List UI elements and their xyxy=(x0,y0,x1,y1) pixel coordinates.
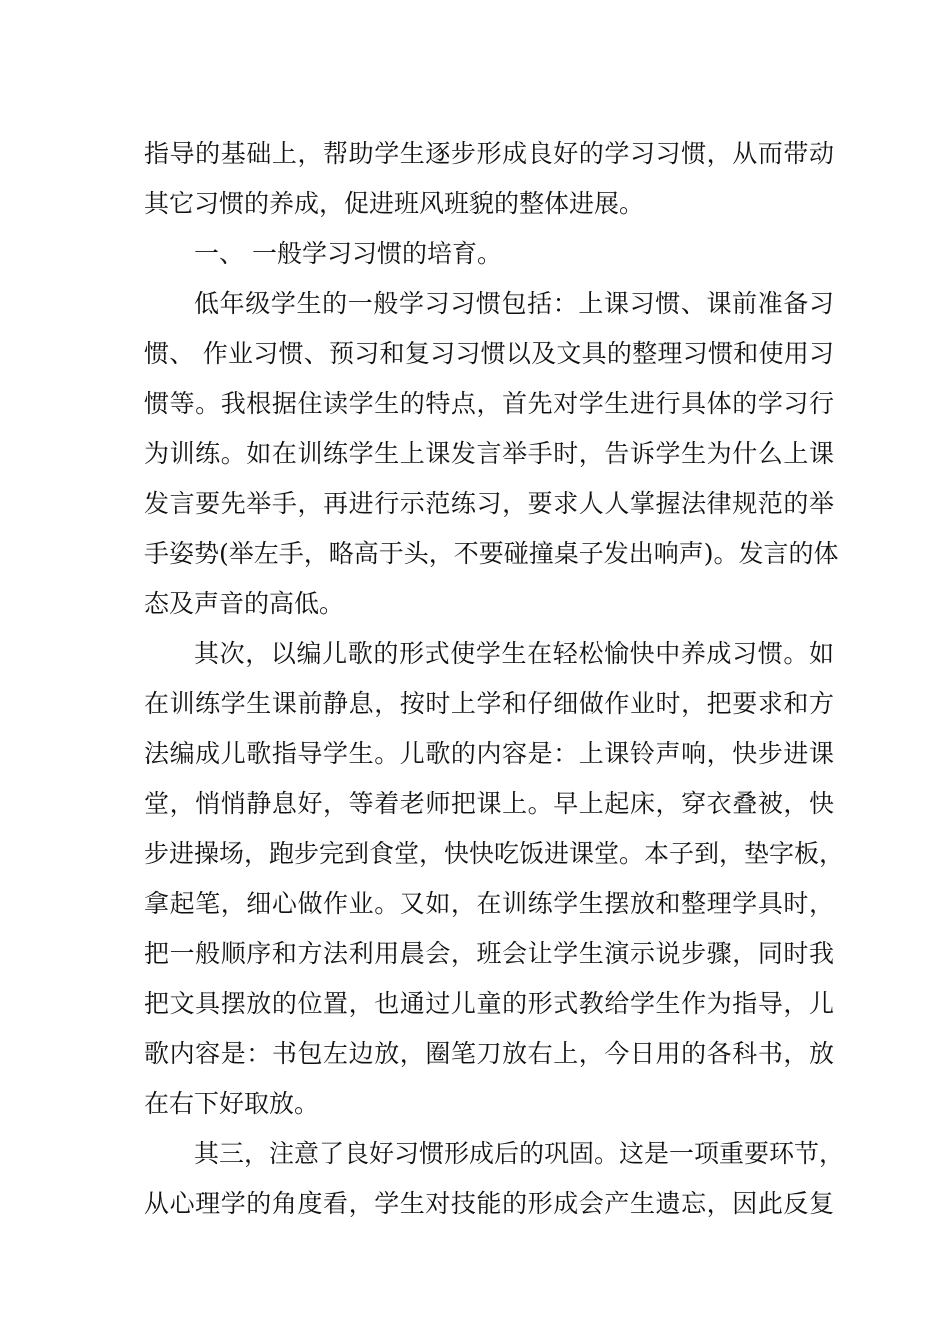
text-line: 在训练学生课前静息，按时上学和仔细做作业时，把要求和方 xyxy=(144,689,834,718)
text-line: 步进操场，跑步完到食堂，快快吃饭进课堂。本子到，垫字板， xyxy=(144,839,845,868)
text-line: 歌内容是：书包左边放，圈笔刀放右上，今日用的各科书，放 xyxy=(144,1039,834,1068)
text-line: 从心理学的角度看，学生对技能的形成会产生遗忘，因此反复 xyxy=(144,1189,834,1218)
text-line: 指导的基础上，帮助学生逐步形成良好的学习习惯，从而带动 xyxy=(144,139,834,168)
text-line: 惯、 作业习惯、预习和复习习惯以及文具的整理习惯和使用习 xyxy=(144,339,834,368)
text-line: 发言要先举手，再进行示范练习，要求人人掌握法律规范的举 xyxy=(144,489,834,518)
text-line: 在右下好取放。 xyxy=(144,1089,320,1118)
body-text xyxy=(144,129,845,1229)
text-line: 其三，注意了良好习惯形成后的巩固。这是一项重要环节， xyxy=(194,1139,845,1168)
text-line: 态及声音的高低。 xyxy=(144,589,345,618)
text-line: 把一般顺序和方法利用晨会，班会让学生演示说步骤，同时我 xyxy=(144,939,834,968)
text-line: 拿起笔，细心做作业。又如，在训练学生摆放和整理学具时， xyxy=(144,889,834,918)
text-line: 把文具摆放的位置，也通过儿童的形式教给学生作为指导，儿 xyxy=(144,989,834,1018)
text-line: 为训练。如在训练学生上课发言举手时，告诉学生为什么上课 xyxy=(144,439,834,468)
text-line: 惯等。我根据住读学生的特点，首先对学生进行具体的学习行 xyxy=(144,389,834,418)
text-line: 法编成儿歌指导学生。儿歌的内容是：上课铃声响，快步进课 xyxy=(144,739,834,768)
text-line: 手姿势(举左手，略高于头，不要碰撞桌子发出响声)。发言的体 xyxy=(144,539,839,568)
text-line: 低年级学生的一般学习习惯包括：上课习惯、课前准备习 xyxy=(194,289,834,318)
text-line: 其次，以编儿歌的形式使学生在轻松愉快中养成习惯。如 xyxy=(194,639,834,668)
text-line: 堂，悄悄静息好，等着老师把课上。早上起床，穿衣叠被，快 xyxy=(144,789,834,818)
text-line: 其它习惯的养成，促进班风班貌的整体进展。 xyxy=(144,189,645,218)
text-line: 一、 一般学习习惯的培育。 xyxy=(194,239,502,268)
